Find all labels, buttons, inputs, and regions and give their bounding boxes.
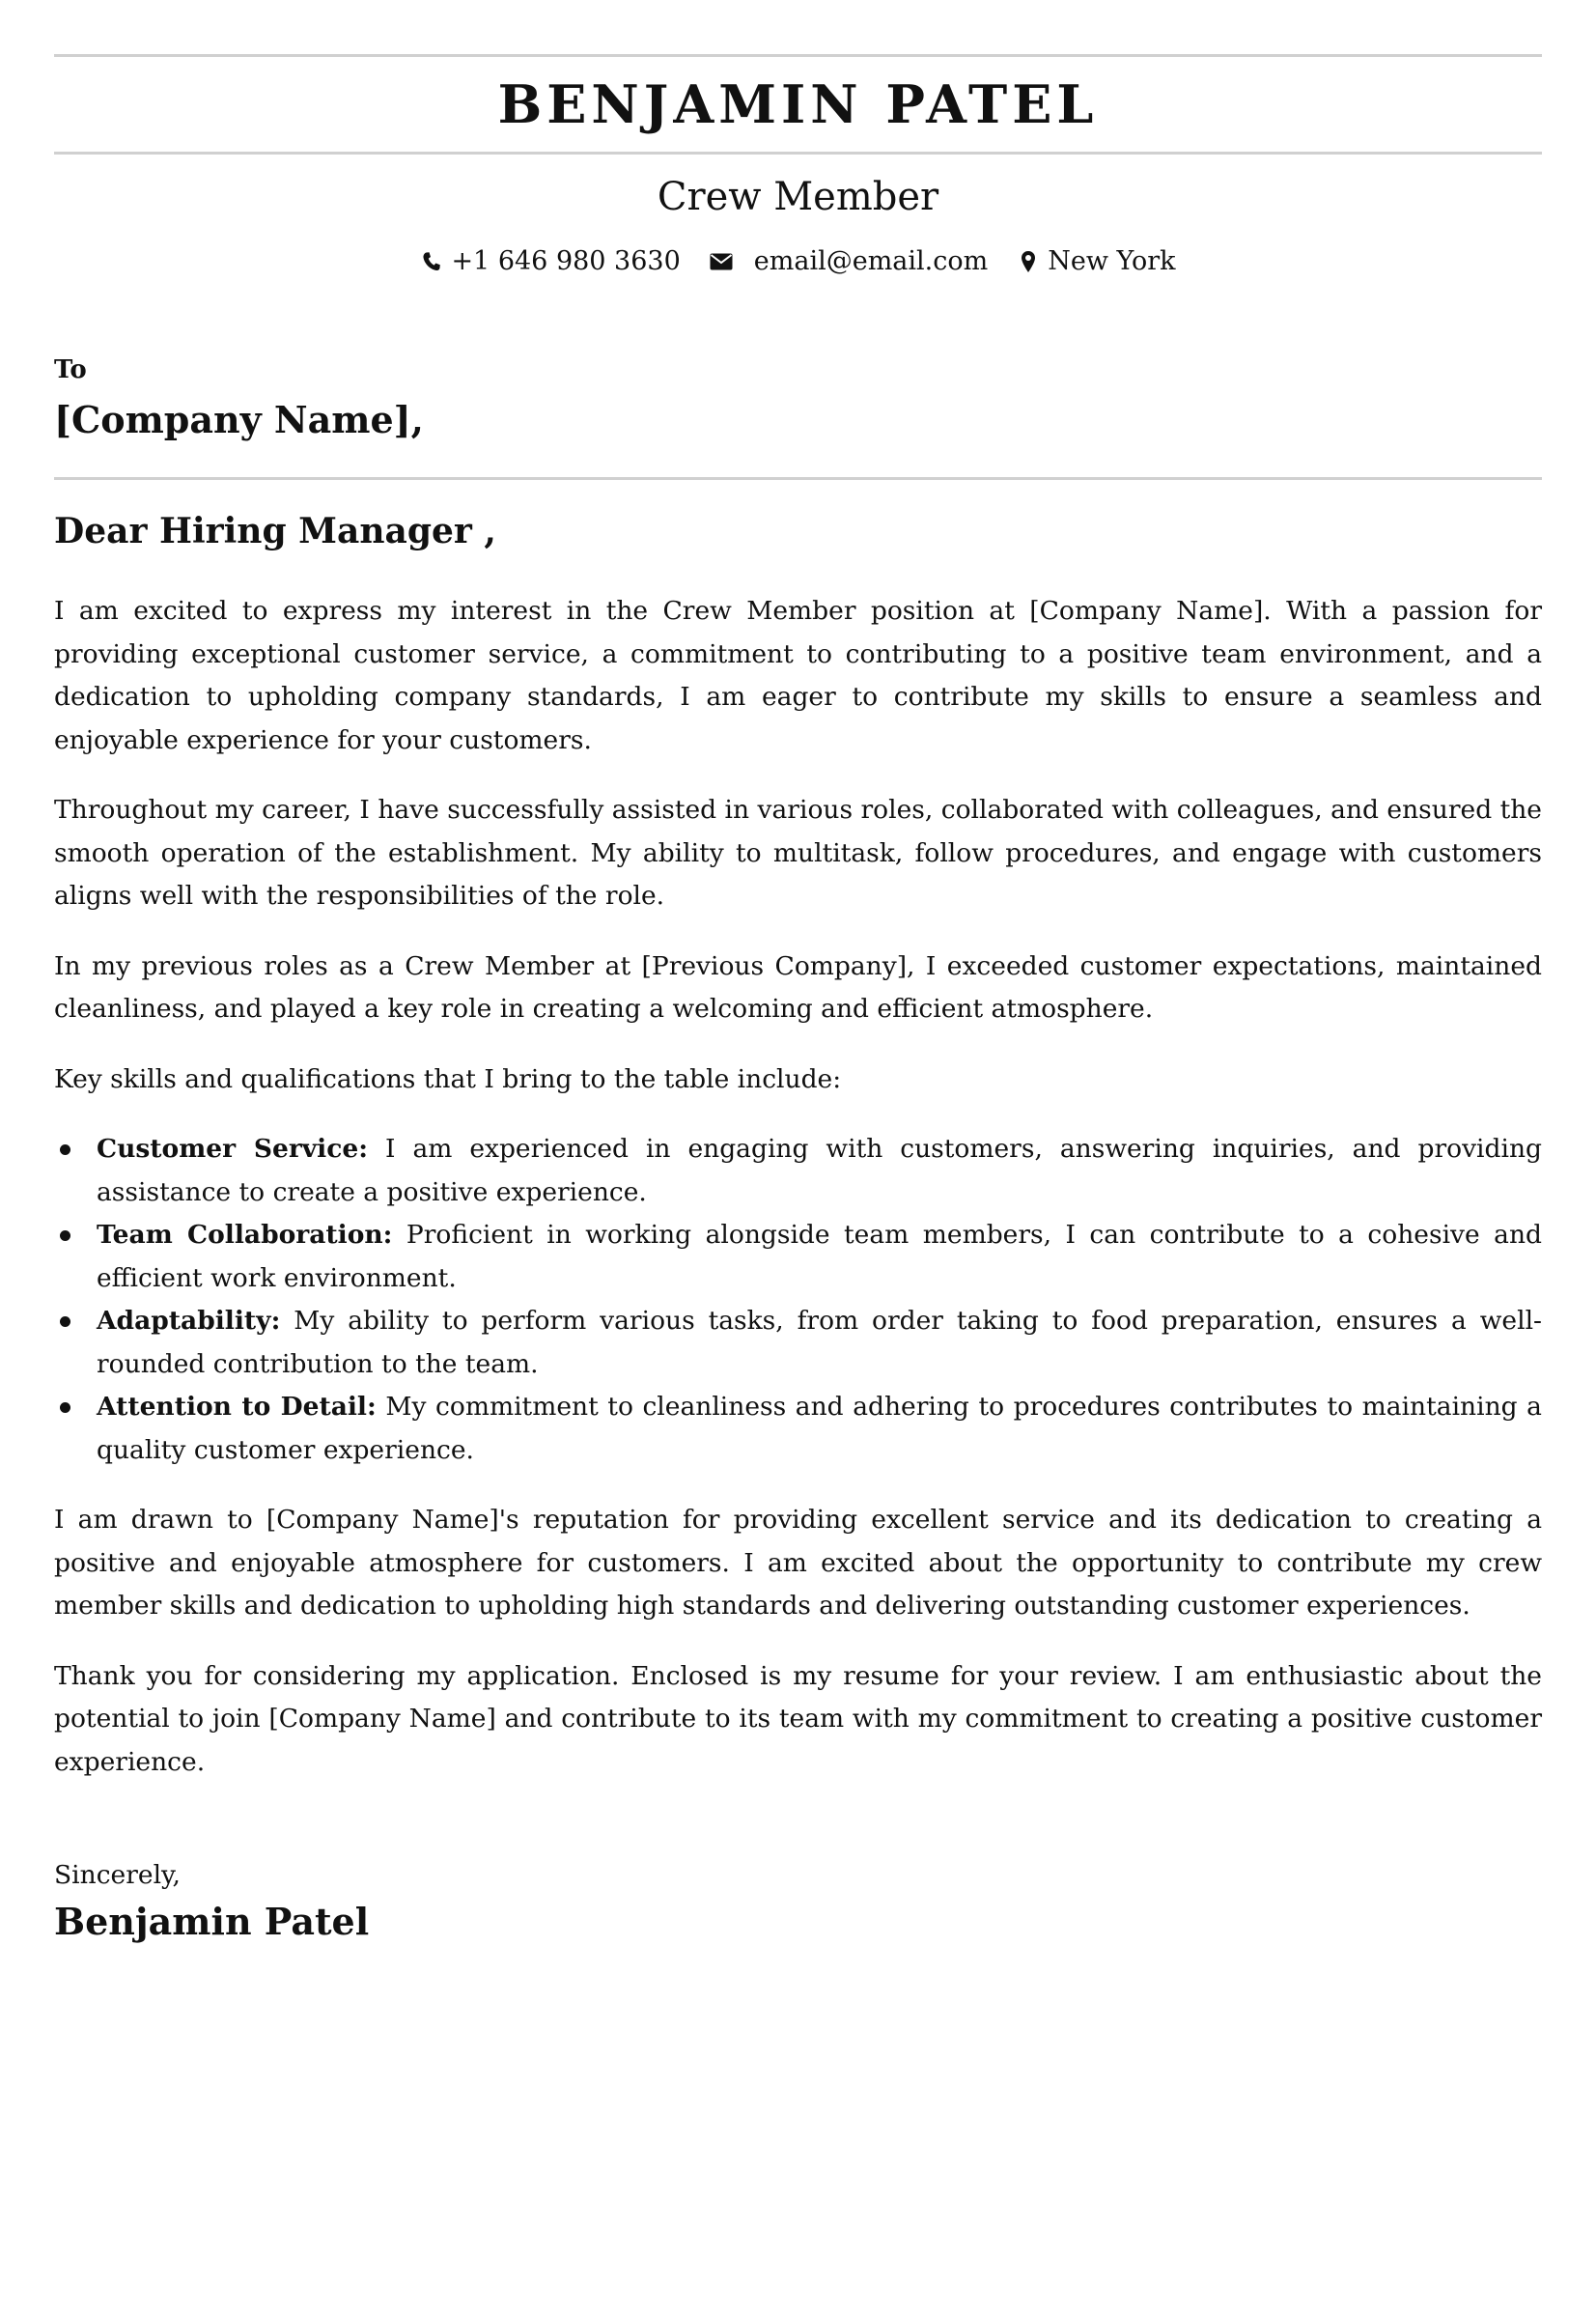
skill-title: Customer Service:: [97, 1134, 369, 1164]
phone-number: +1 646 980 3630: [451, 246, 681, 276]
contact-phone: [420, 245, 680, 278]
list-item: [54, 1300, 1542, 1386]
contact-email: [710, 245, 988, 278]
list-item: [54, 1214, 1542, 1300]
bullet-icon: [60, 1230, 70, 1241]
recipient-to-label: To: [54, 355, 87, 384]
list-item: [54, 1386, 1542, 1472]
skill-title: Adaptability:: [97, 1306, 281, 1336]
skill-title: Team Collaboration:: [97, 1220, 393, 1250]
contact-location: [1017, 245, 1175, 278]
bullet-icon: [60, 1144, 70, 1155]
applicant-name: BENJAMIN PATEL: [497, 73, 1099, 135]
paragraph: I am drawn to [Company Name]'s reputation for providing excellent service and its dedication to creating a positive and enjoyable atmosphere for customers. I am excited about the opportunity to contribute my crew member skills and dedication to upholding high standards and delivering outstanding customer experiences.: [54, 1505, 1542, 1621]
skill-description: My ability to perform various tasks, from order taking to food preparation, ensures a well-rounded contribution to the team.: [97, 1306, 1542, 1379]
email-address: email@email.com: [753, 246, 989, 276]
skill-description: My commitment to cleanliness and adhering to procedures contributes to maintaining a quality customer experience.: [97, 1392, 1542, 1465]
header-bottom-divider: [54, 152, 1542, 155]
skill-description: Proficient in working alongside team members, I can contribute to a cohesive and efficient work environment.: [97, 1220, 1542, 1293]
skills-list: [54, 1128, 1542, 1472]
location-text: New York: [1048, 246, 1176, 276]
letter-body: [54, 590, 1542, 1784]
job-title: Crew Member: [657, 175, 939, 219]
envelope-icon: [710, 248, 733, 275]
recipient-company: [Company Name],: [54, 398, 424, 441]
paragraph: I am excited to express my interest in the Crew Member position at [Company Name]. With a passion for providing exceptional customer service, a commitment to contributing to a positive team environment, and a dedication to upholding company standards, I am eager to contribute my skills to ensure a seamless and enjoyable experience for your customers.: [54, 596, 1542, 755]
bullet-icon: [60, 1316, 70, 1327]
signature-name: Benjamin Patel: [54, 1900, 370, 1943]
paragraph: Key skills and qualifications that I bring to the table include:: [54, 1063, 842, 1094]
list-item: [54, 1128, 1542, 1214]
greeting: Dear Hiring Manager ,: [54, 511, 496, 551]
recipient-divider: [54, 477, 1542, 480]
skill-description: I am experienced in engaging with customers, answering inquiries, and providing assistance to create a positive experience.: [97, 1134, 1542, 1207]
paragraph: Throughout my career, I have successfully assisted in various roles, collaborated with colleagues, and ensured the smooth operation of the establishment. My ability to multitask, follow procedures, and engage with customers aligns well with the responsibilities of the role.: [54, 795, 1542, 911]
phone-icon: [420, 248, 443, 275]
contact-info: [54, 245, 1542, 278]
paragraph: Thank you for considering my application. Enclosed is my resume for your review. I am enthusiastic about the potential to join [Company Name] and contribute to its team with my commitment to creating a positive customer experience.: [54, 1660, 1542, 1777]
map-pin-icon: [1017, 248, 1040, 275]
sign-off: Sincerely,: [54, 1860, 181, 1890]
paragraph: In my previous roles as a Crew Member at [Previous Company], I exceeded customer expectations, maintained cleanliness, and played a key role in creating a welcoming and efficient atmosphere.: [54, 950, 1542, 1024]
bullet-icon: [60, 1402, 70, 1413]
cover-letter-page: [0, 54, 1596, 2313]
skill-title: Attention to Detail:: [97, 1392, 377, 1422]
